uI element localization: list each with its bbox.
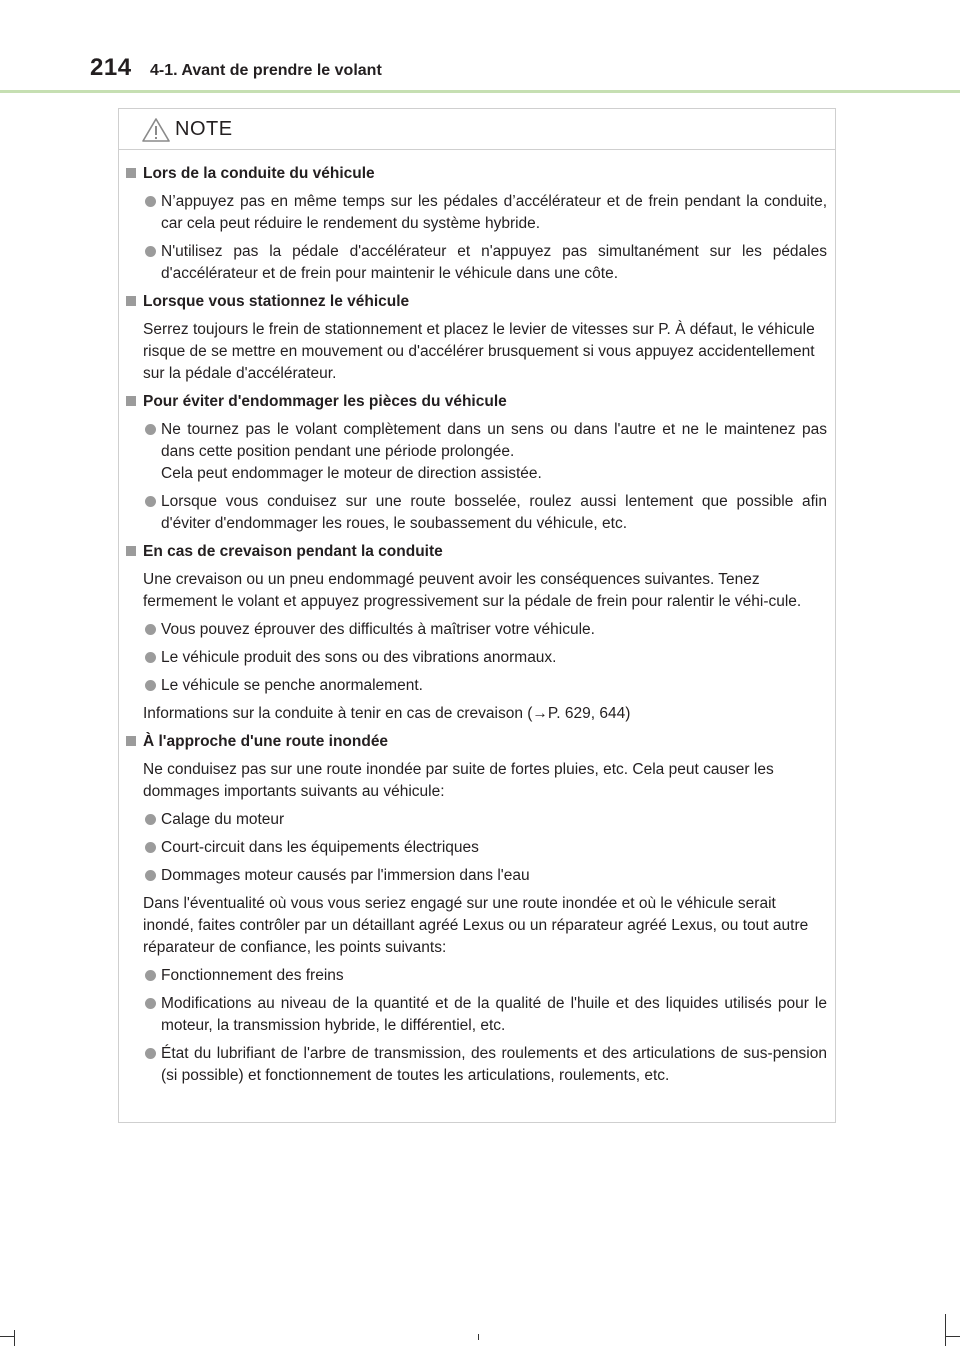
round-bullet-icon [145,496,156,507]
section-paragraph: Ne conduisez pas sur une route inondée par suite de fortes pluies, etc. Cela peut causer les dommages importants suivants au véhicule: [143,761,774,800]
note-title: NOTE [175,118,233,140]
section-paragraph: Informations sur la conduite à tenir en cas de crevaison (→P. 629, 644) [143,705,631,722]
page-number: 214 [90,54,132,81]
round-bullet-icon [145,196,156,207]
section-heading-text: À l'approche d'une route inondée [143,733,389,750]
note-section [125,541,827,725]
section-paragraph: Dans l'éventualité où vous vous seriez engagé sur une route inondée et où le véhicule serait inondé, faites contrôler par un détaillant agréé Lexus ou un réparateur agréé Lexus, ou tout autre réparateur de confiance, les points suivants: [143,895,809,956]
section-title: 4-1. Avant de prendre le volant [150,62,382,79]
section-heading [125,391,827,413]
section-heading [125,541,827,563]
section-heading-text: Lors de la conduite du véhicule [143,165,375,182]
crop-mark [0,1336,14,1337]
section-heading [125,291,827,313]
list-item-text: Calage du moteur [161,811,285,828]
list-item [125,865,827,887]
list-item-text: Fonctionnement des freins [161,967,344,984]
round-bullet-icon [145,842,156,853]
list-item [125,241,827,285]
note-section [125,163,827,285]
list-item-text: N'utilisez pas la pédale d'accélérateur et n'appuyez pas simultanément sur les pédales d'accélérateur et de frein pour maintenir le véhicule dans une côte. [161,243,827,282]
round-bullet-icon [145,624,156,635]
list-item [125,1043,827,1087]
round-bullet-icon [145,246,156,257]
section-heading-text: Pour éviter d'endommager les pièces du véhicule [143,393,507,410]
round-bullet-icon [145,1048,156,1059]
list-item-text: Le véhicule se penche anormalement. [161,677,423,694]
square-bullet-icon [126,546,136,556]
round-bullet-icon [145,424,156,435]
page-header [0,0,960,96]
list-item-text: Ne tournez pas le volant complètement dans un sens ou dans l'autre et ne le maintenez pas dans cette position pendant une période prolongée. Cela peut endommager le moteur de direction assistée. [161,421,827,482]
list-item [125,837,827,859]
list-item [125,491,827,535]
section-heading-text: Lorsque vous stationnez le véhicule [143,293,410,310]
list-item [125,419,827,485]
list-item [125,993,827,1037]
crop-mark [478,1334,479,1340]
section-paragraph: Serrez toujours le frein de stationnement et placez le levier de vitesses sur P. À défaut, le véhicule risque de se mettre en mouvement ou d'accélérer brusquement si vous appuyez accidentellement sur la pédale d'accélérateur. [143,321,815,382]
note-section [125,291,827,385]
list-item-text: N’appuyez pas en même temps sur les pédales d’accélérateur et de frein pendant la conduite, car cela peut réduire le rendement du système hybride. [161,193,827,232]
section-heading [125,731,827,753]
list-item-text: Court-circuit dans les équipements électriques [161,839,479,856]
note-section [125,391,827,535]
section-heading [125,163,827,185]
list-item [125,675,827,697]
round-bullet-icon [145,652,156,663]
warning-triangle-icon [141,117,171,143]
list-item [125,965,827,987]
section-heading-text: En cas de crevaison pendant la conduite [143,543,443,560]
list-item-text: Modifications au niveau de la quantité et de la qualité de l'huile et des liquides utilisés pour le moteur, la transmission hybride, le différentiel, etc. [161,995,827,1034]
note-body [119,163,835,1093]
note-section [125,731,827,1087]
list-item [125,647,827,669]
round-bullet-icon [145,998,156,1009]
crop-mark [14,1330,15,1346]
note-box [118,108,836,1123]
list-item-text: Vous pouvez éprouver des difficultés à maîtriser votre véhicule. [161,621,595,638]
list-item [125,619,827,641]
round-bullet-icon [145,814,156,825]
list-item-text: Le véhicule produit des sons ou des vibrations anormaux. [161,649,557,666]
list-item-text: Dommages moteur causés par l'immersion dans l'eau [161,867,530,884]
note-header [119,109,835,150]
list-item [125,809,827,831]
crop-mark [946,1336,960,1337]
list-item-text: État du lubrifiant de l'arbre de transmission, des roulements et des articulations de sus-pension (si possible) et fonctionnement de toutes les articulations, roulements, etc. [161,1045,827,1084]
section-paragraph: Une crevaison ou un pneu endommagé peuvent avoir les conséquences suivantes. Tenez fermement le volant et appuyez progressivement sur la pédale de frein pour ralentir le véhi-cule. [143,571,802,610]
crop-mark [945,1314,946,1346]
square-bullet-icon [126,296,136,306]
header-rule [0,90,960,93]
round-bullet-icon [145,870,156,881]
round-bullet-icon [145,680,156,691]
square-bullet-icon [126,396,136,406]
list-item-text: Lorsque vous conduisez sur une route bosselée, roulez aussi lentement que possible afin d'éviter d'endommager les roues, le soubassement du véhicule, etc. [161,493,827,532]
round-bullet-icon [145,970,156,981]
square-bullet-icon [126,736,136,746]
square-bullet-icon [126,168,136,178]
list-item [125,191,827,235]
